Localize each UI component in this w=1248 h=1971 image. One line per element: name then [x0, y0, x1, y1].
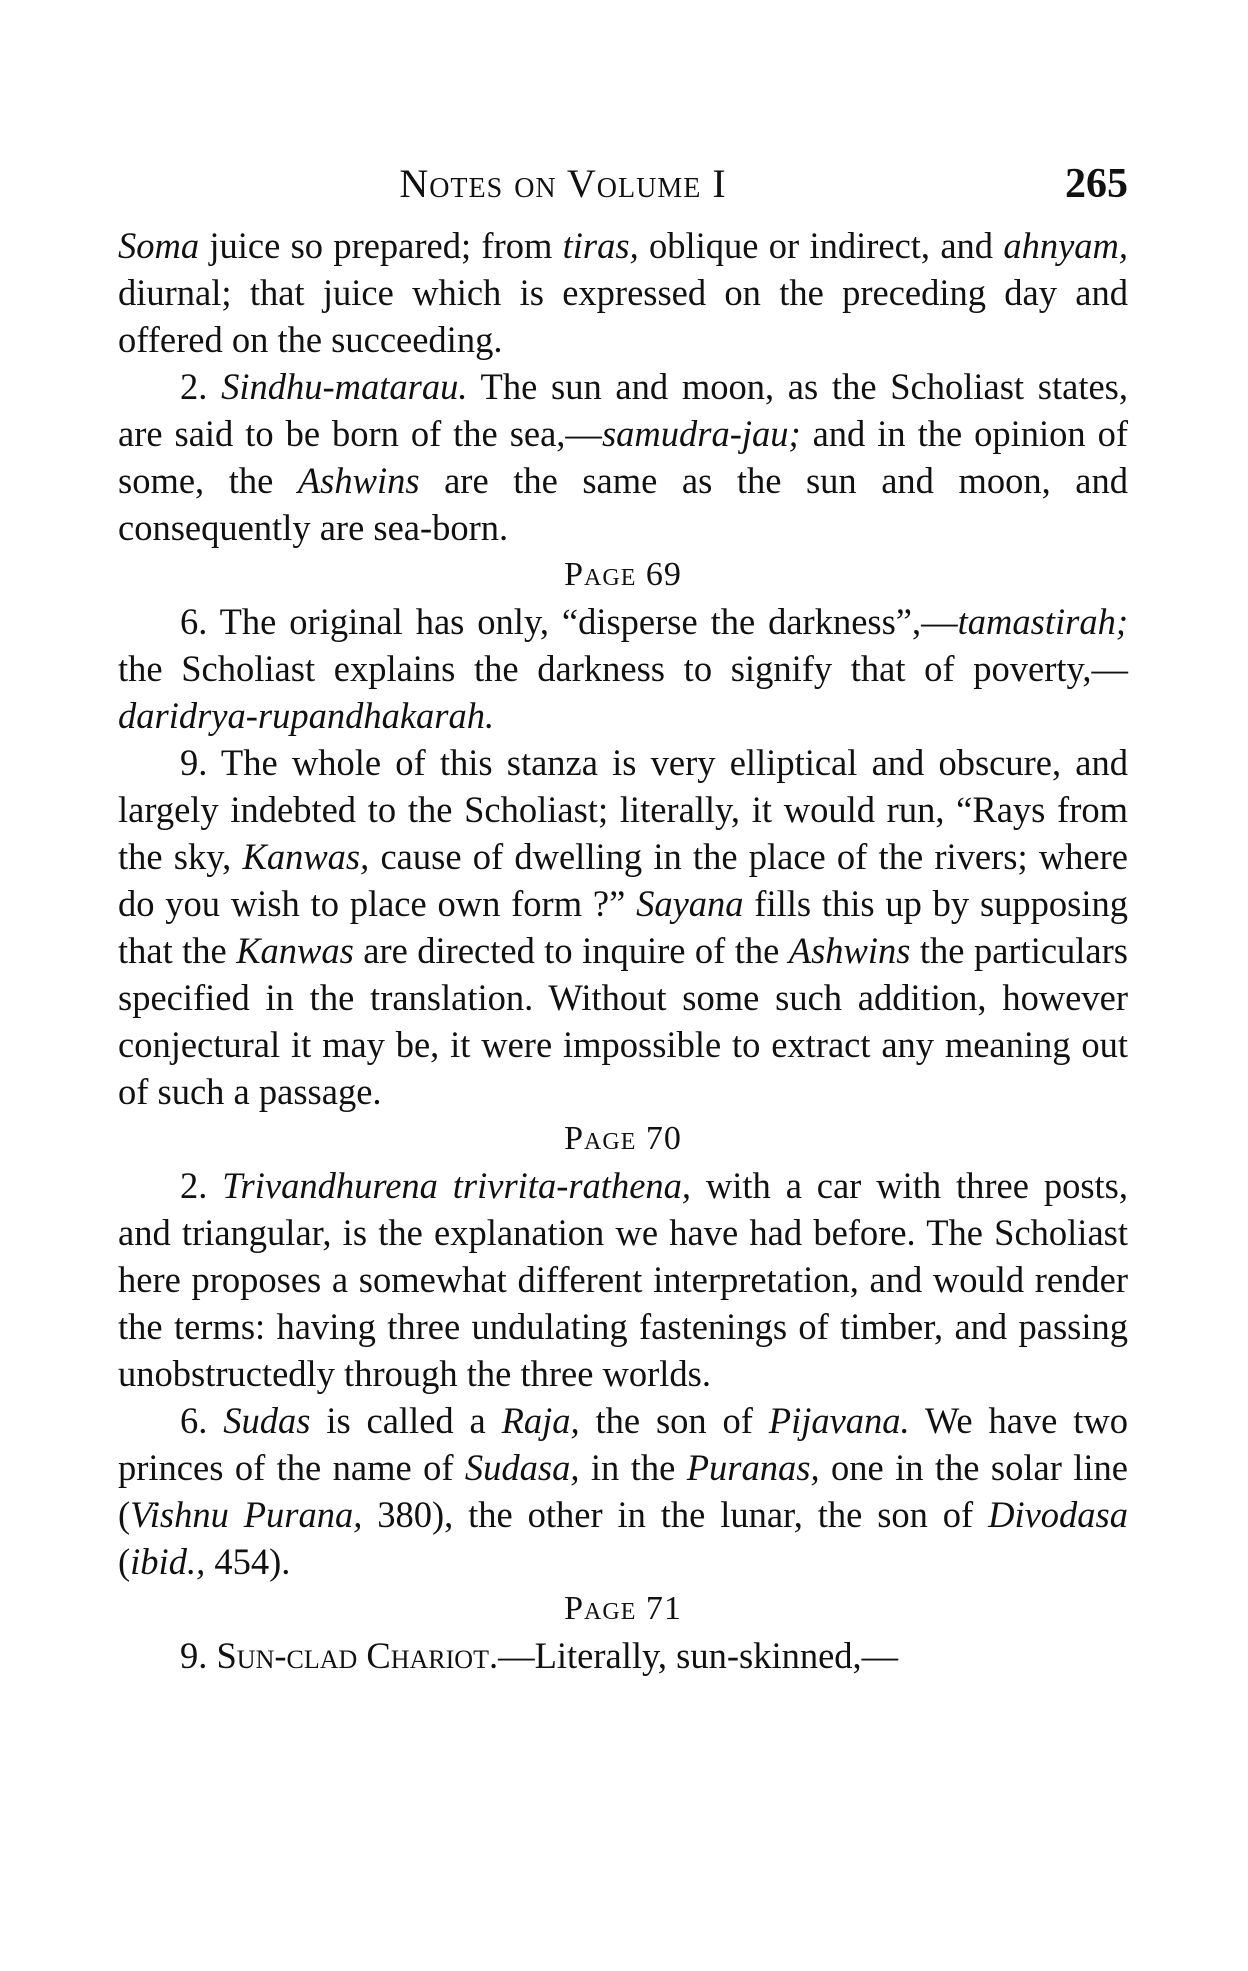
text-run: 2. [180, 1165, 223, 1206]
note-paragraph [118, 598, 1128, 739]
text-run: 380), the other in the lunar, the son of [362, 1494, 989, 1535]
text-run: in the [579, 1447, 687, 1488]
text-run: the Scholiast explains the darkness to signify that of poverty,— [118, 648, 1128, 689]
italic-term: Raja, [501, 1400, 580, 1441]
italic-term: ahnyam, [1003, 225, 1128, 266]
italic-term: ibid., [130, 1541, 206, 1582]
italic-term: Sudas [223, 1400, 311, 1441]
italic-term: Divodasa [988, 1494, 1128, 1535]
italic-term: Ashwins [788, 930, 911, 971]
text-run: one in the solar line ( [118, 1447, 1129, 1535]
italic-term: Kanwas, [242, 836, 370, 877]
text-run: 6. [180, 1400, 224, 1441]
text-run: are the same as the sun and moon, and consequently are sea-born. [118, 460, 1128, 548]
page-reference-heading: Page 70 [564, 1120, 682, 1157]
note-paragraph [118, 1632, 1128, 1679]
text-run: 2. [180, 366, 222, 407]
text-run: is called a [310, 1400, 502, 1441]
italic-term: Pijavana. [768, 1400, 910, 1441]
text-run: —Literally, sun-skinned,— [498, 1635, 899, 1676]
body-text [118, 222, 1128, 1679]
note-paragraph [118, 1162, 1128, 1397]
italic-term: Puranas, [686, 1447, 820, 1488]
text-run: 9. The whole of this stanza is very elliptical and obscure, and largely indebted to the Scholiast; literally, it would run, “Rays from the sky, [118, 742, 1128, 877]
note-paragraph [118, 1397, 1128, 1585]
italic-term: Kanwas [236, 930, 354, 971]
italic-term: Vishnu Purana, [130, 1494, 363, 1535]
text-run: oblique or indirect, and [638, 225, 1004, 266]
italic-term: Trivandhurena trivrita-rathena, [222, 1165, 692, 1206]
page-reference-heading: Page 71 [564, 1590, 682, 1627]
italic-term: Sindhu-matarau. [221, 366, 468, 407]
italic-term: Ashwins [297, 460, 420, 501]
text-run: fills this up by supposing that the [118, 883, 1128, 971]
book-page [118, 160, 1128, 1679]
text-run: ( [118, 1541, 131, 1582]
italic-term: samudra-jau; [601, 413, 801, 454]
page-reference-heading: Page 69 [564, 556, 682, 593]
page-number: 265 [1065, 161, 1128, 207]
text-run: cause of dwelling in the place of the rivers; where do you wish to place own form ?” [118, 836, 1128, 924]
italic-term: daridrya-rupandhakarah. [118, 695, 495, 736]
running-head-title: Notes on Volume I [399, 161, 727, 206]
text-run: 9. [180, 1635, 217, 1676]
text-run: 454). [205, 1541, 291, 1582]
italic-term: tiras, [562, 225, 639, 266]
small-caps-term: Sun-clad Chariot. [216, 1635, 499, 1676]
italic-term: Sayana [636, 883, 744, 924]
text-run: juice so prepared; from [199, 225, 563, 266]
italic-term: Soma [118, 225, 200, 266]
italic-term: tamastirah; [957, 601, 1128, 642]
text-run: are directed to inquire of the [353, 930, 789, 971]
text-run: 6. The original has only, “disperse the darkness”,— [180, 601, 958, 642]
text-run: with a car with three posts, and triangular, is the explanation we have had before. The Scholiast here proposes a somewhat different interpretation, and would render the terms: having three undulating fastenings of timber, and passing unobstructedly through the three worlds. [118, 1165, 1128, 1394]
note-paragraph [118, 739, 1128, 1115]
text-run: the son of [579, 1400, 769, 1441]
note-paragraph [118, 363, 1128, 551]
note-paragraph [118, 222, 1128, 363]
italic-term: Sudasa, [464, 1447, 580, 1488]
running-head [118, 160, 1128, 222]
text-run: diurnal; that juice which is expressed on the preceding day and offered on the succeeding. [118, 272, 1128, 360]
text-run: The sun and moon, as the Scholiast states, are said to be born of the sea,— [118, 366, 1128, 454]
text-run: the particulars specified in the translation. Without some such addition, however conjectural it may be, it were impossible to extract any meaning out of such a passage. [118, 930, 1128, 1112]
text-run: and in the opinion of some, the [118, 413, 1128, 501]
text-run: We have two princes of the name of [118, 1400, 1128, 1488]
